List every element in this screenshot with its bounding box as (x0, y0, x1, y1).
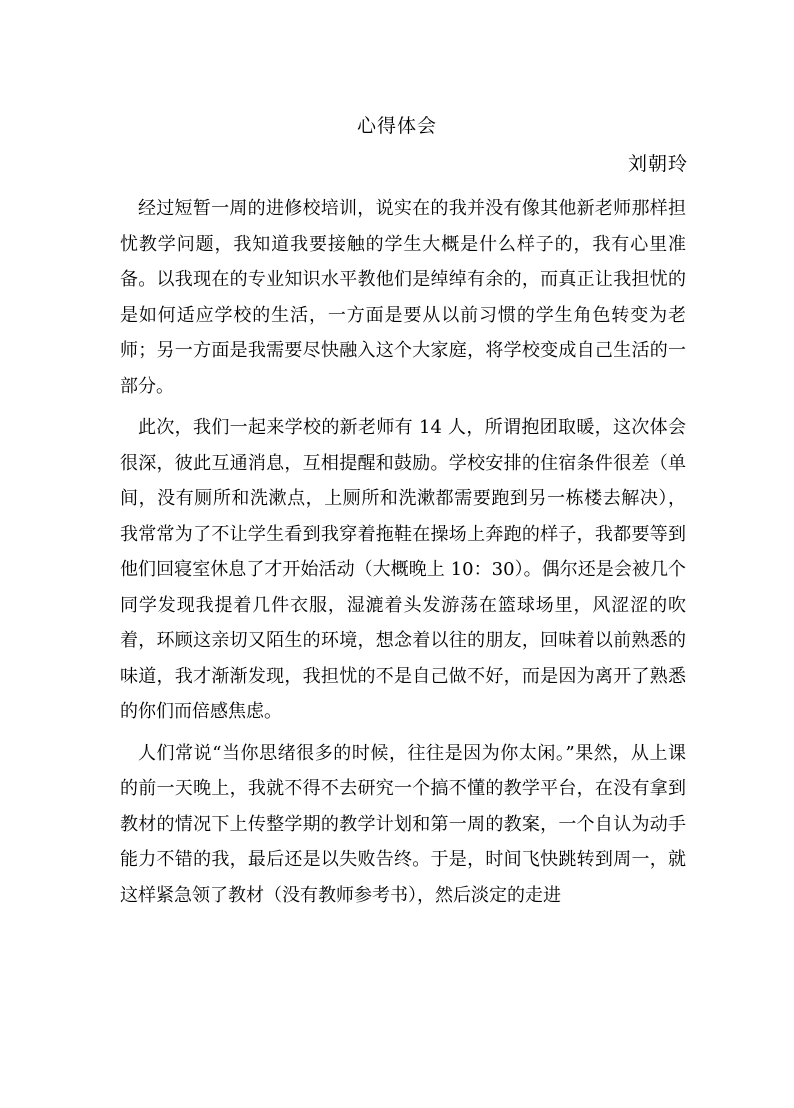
document-body (120, 191, 686, 919)
paragraph: 经过短暂一周的进修校培训，说实在的我并没有像其他新老师那样担忧教学问题，我知道我要接触的学生大概是什么样子的，我有心里准备。以我现在的专业知识水平教他们是绰绰有余的，而真正让我担忧的是如何适应学校的生活，一方面是要从以前习惯的学生角色转变为老师；另一方面是我需要尽快融入这个大家庭，将学校变成自己生活的一部分。 (120, 198, 686, 397)
document-author: 刘朝玲 (627, 153, 688, 175)
paragraph: 此次，我们一起来学校的新老师有 14 人，所谓抱团取暖，这次体会很深，彼此互通消息，互相提醒和鼓励。学校安排的住宿条件很差（单间，没有厕所和洗漱点，上厕所和洗漱都需要跑到另一栋楼去解决），我常常为了不让学生看到我穿着拖鞋在操场上奔跑的样子，我都要等到他们回寝室休息了才开始活动（大概晚上 10：30）。偶尔还是会被几个同学发现我提着几件衣服，湿漉着头发游荡在篮球场里，风涩涩的吹着，环顾这亲切又陌生的环境，想念着以往的朋友，回味着以前熟悉的味道，我才渐渐发现，我担忧的不是自己做不好，而是因为离开了熟悉的你们而倍感焦虑。 (120, 417, 686, 722)
document-title: 心得体会 (356, 115, 437, 137)
paragraph: 人们常说“当你思绪很多的时候，往往是因为你太闲。”果然，从上课的前一天晚上，我就不得不去研究一个搞不懂的教学平台，在没有拿到教材的情况下上传整学期的教学计划和第一周的教案，一个自认为动手能力不错的我，最后还是以失败告终。于是，时间飞快跳转到周一，就这样紧急领了教材（没有教师参考书），然后淡定的走进 (120, 742, 686, 906)
